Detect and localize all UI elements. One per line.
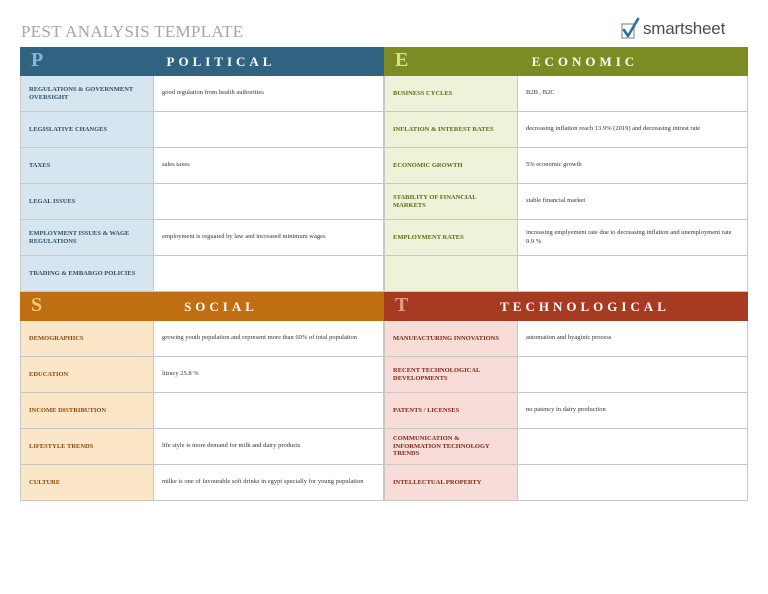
economic-header (384, 47, 748, 76)
social-row-label: DEMOGRAPHICS (20, 321, 154, 356)
social-letter: S (31, 294, 43, 316)
political-row-label: REGULATIONS & GOVERNMENT OVERSIGHT (20, 76, 154, 111)
economic-row (384, 112, 748, 148)
political-row-label: LEGISLATIVE CHANGES (20, 112, 154, 147)
economic-row (384, 148, 748, 184)
economic-row (384, 220, 748, 256)
political-letter: P (31, 49, 44, 71)
checkmark-icon (620, 17, 640, 41)
economic-row-value[interactable]: B2B , B2C (518, 76, 748, 111)
economic-row-label: INFLATION & INTEREST RATES (384, 112, 518, 147)
social-row (20, 321, 384, 357)
economic-row (384, 256, 748, 292)
technological-row (384, 465, 748, 501)
page-title: PEST ANALYSIS TEMPLATE (21, 22, 244, 41)
political-header (20, 47, 384, 76)
social-row-value[interactable]: life style is more demand for milk and dairy products (154, 429, 384, 464)
economic-row (384, 184, 748, 220)
social-row (20, 465, 384, 501)
economic-row-label: BUSINESS CYCLES (384, 76, 518, 111)
political-rows (20, 76, 384, 292)
technological-row (384, 357, 748, 393)
social-row-value[interactable]: growing youth population and represent more than 60% of total population (154, 321, 384, 356)
bottom-quadrants (20, 292, 748, 501)
economic-title: ECONOMIC (531, 54, 639, 69)
social-row-label: INCOME DISTRIBUTION (20, 393, 154, 428)
technological-row-value[interactable]: automation and hyaginic process (518, 321, 748, 356)
political-row (20, 112, 384, 148)
smartsheet-logo (620, 16, 725, 42)
social-row-label: LIFESTYLE TRENDS (20, 429, 154, 464)
social-title: SOCIAL (184, 299, 258, 314)
economic-row-value[interactable]: decreasing inflation reach 13.9% (2019) and decreasing intrest rate (518, 112, 748, 147)
technological-header (384, 292, 748, 321)
political-title: POLITICAL (166, 54, 276, 69)
technological-row-value[interactable] (518, 465, 748, 500)
political-row-value[interactable]: good regulation from health authorities (154, 76, 384, 111)
economic-row-value[interactable]: increasing emplyement rate due to decreasing inflation and unemployment rate 9.9 % (518, 220, 748, 255)
social-row-value[interactable] (154, 393, 384, 428)
political-quadrant (20, 47, 384, 292)
technological-row (384, 393, 748, 429)
political-row (20, 148, 384, 184)
social-row (20, 357, 384, 393)
economic-row-label: STABILITY OF FINANCIAL MARKETS (384, 184, 518, 219)
economic-row-value[interactable]: 5% economic growth (518, 148, 748, 183)
social-row (20, 429, 384, 465)
political-row (20, 220, 384, 256)
technological-row-label: PATENTS / LICENSES (384, 393, 518, 428)
political-row-label: TAXES (20, 148, 154, 183)
technological-row-label: COMMUNICATION & INFORMATION TECHNOLOGY TRENDS (384, 429, 518, 464)
technological-title: TECHNOLOGICAL (500, 299, 670, 314)
social-row-label: EDUCATION (20, 357, 154, 392)
technological-quadrant (384, 292, 748, 501)
political-row-value[interactable] (154, 184, 384, 219)
economic-row-label: ECONOMIC GROWTH (384, 148, 518, 183)
technological-row-label: RECENT TECHNOLOGICAL DEVELOPMENTS (384, 357, 518, 392)
political-row (20, 256, 384, 292)
technological-row-value[interactable] (518, 429, 748, 464)
technological-row (384, 429, 748, 465)
economic-row-value[interactable] (518, 256, 748, 291)
political-row-label: EMPLOYMENT ISSUES & WAGE REGULATIONS (20, 220, 154, 255)
economic-row-label (384, 256, 518, 291)
technological-letter: T (395, 294, 409, 316)
economic-quadrant (384, 47, 748, 292)
social-header (20, 292, 384, 321)
social-row-value[interactable]: litracy 25.8 % (154, 357, 384, 392)
political-row (20, 184, 384, 220)
political-row-value[interactable] (154, 256, 384, 291)
economic-rows (384, 76, 748, 292)
logo-text: smartsheet (643, 19, 726, 38)
technological-row (384, 321, 748, 357)
political-row (20, 76, 384, 112)
economic-letter: E (395, 49, 409, 71)
social-row (20, 393, 384, 429)
technological-row-value[interactable]: no patency in dairy production (518, 393, 748, 428)
economic-row-value[interactable]: stable financial market (518, 184, 748, 219)
political-row-value[interactable]: sales taxes (154, 148, 384, 183)
technological-row-label: INTELLECTUAL PROPERTY (384, 465, 518, 500)
social-row-label: CULTURE (20, 465, 154, 500)
top-quadrants (20, 47, 748, 292)
economic-row-label: EMPLOYMENT RATES (384, 220, 518, 255)
social-row-value[interactable]: milke is one of favourable soft drinks in egypt specially for young population (154, 465, 384, 500)
technological-row-value[interactable] (518, 357, 748, 392)
economic-row (384, 76, 748, 112)
social-rows (20, 321, 384, 501)
technological-row-label: MANUFACTURING INNOVATIONS (384, 321, 518, 356)
political-row-label: TRADING & EMBARGO POLICIES (20, 256, 154, 291)
pest-grid (20, 47, 748, 501)
political-row-value[interactable]: employment is reguated by law and increased minimum wages (154, 220, 384, 255)
social-quadrant (20, 292, 384, 501)
political-row-label: LEGAL ISSUES (20, 184, 154, 219)
technological-rows (384, 321, 748, 501)
political-row-value[interactable] (154, 112, 384, 147)
